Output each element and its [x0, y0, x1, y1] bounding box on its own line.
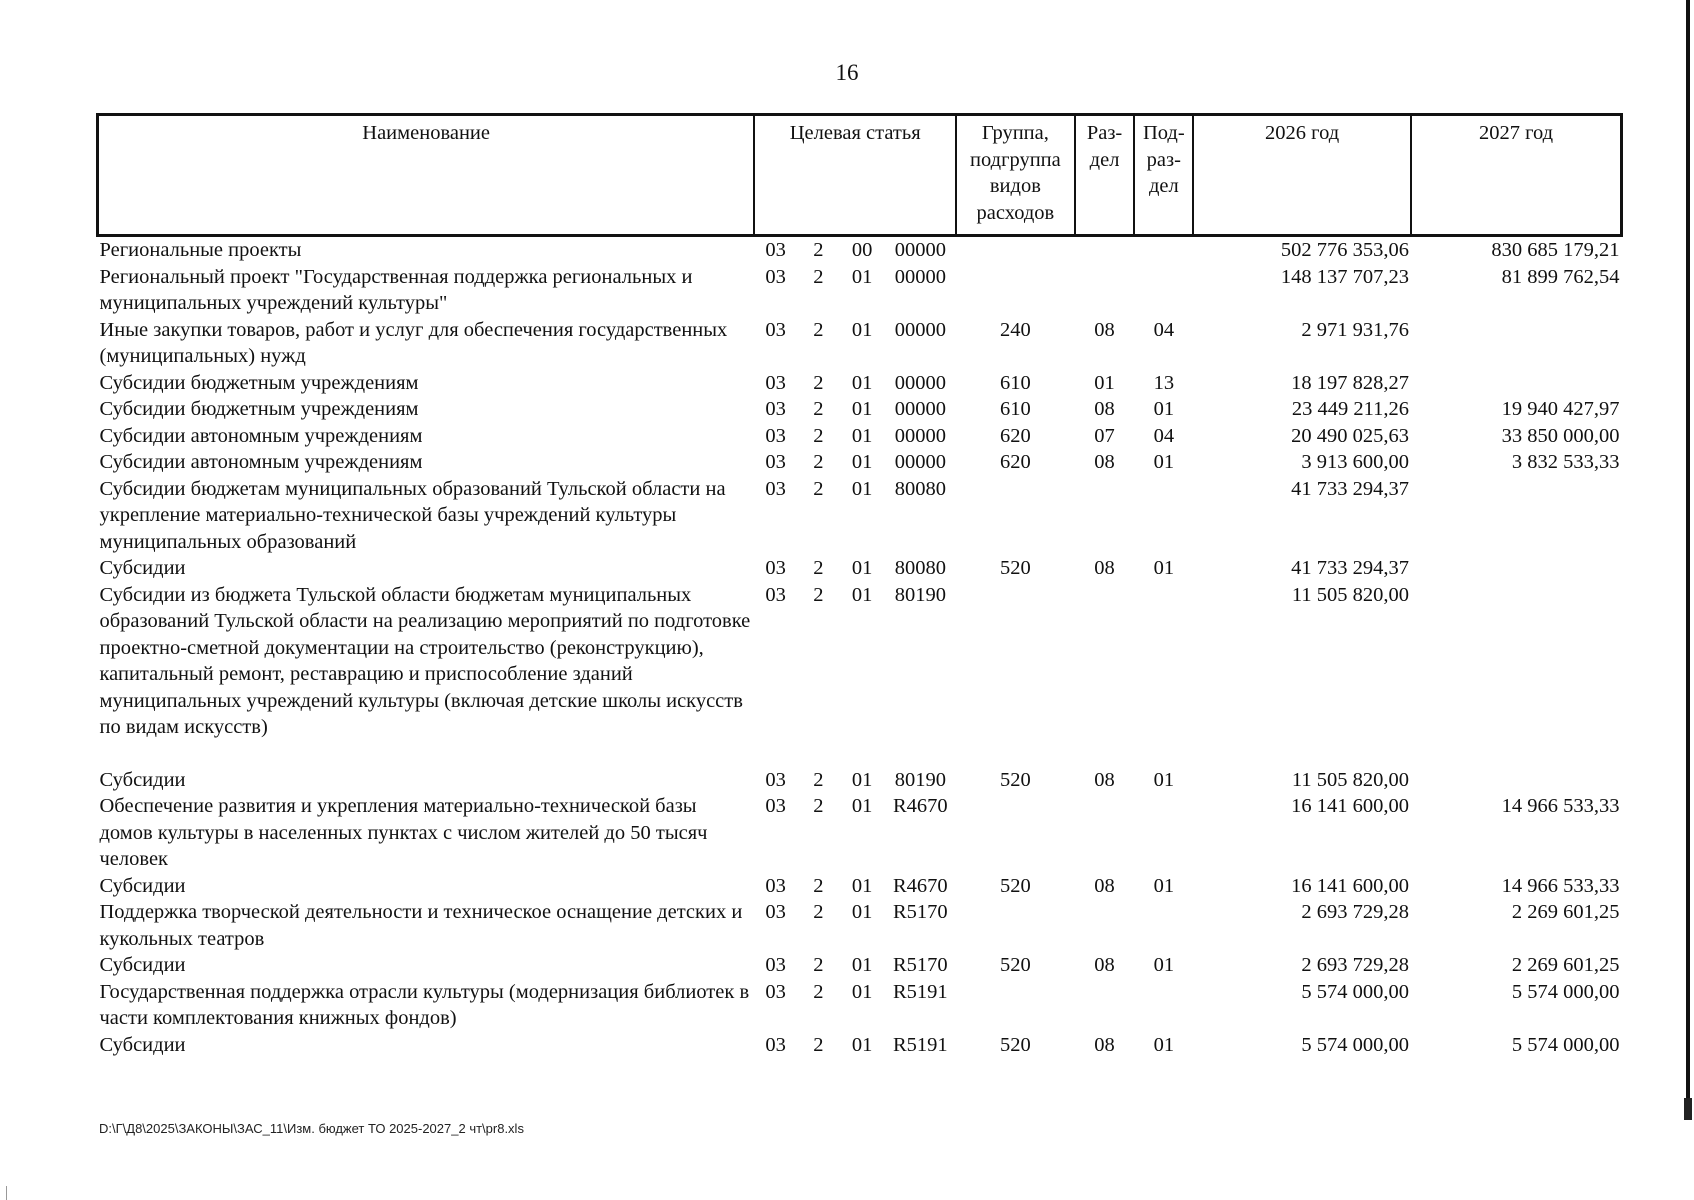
cell-target-code-1: 03 [765, 874, 786, 897]
cell-target-code-2: 2 [813, 265, 824, 288]
cell-amount-2026: 23 449 211,26 [1291, 398, 1410, 420]
table-row [98, 793, 1622, 873]
cell-name: Субсидии бюджетам муниципальных образований Тульской области на укрепление материально-технической базы учреждений культуры муниципальных образований [99, 477, 726, 553]
cell-amount-2027: 81 899 762,54 [1501, 265, 1620, 288]
table-row [98, 555, 1622, 582]
cell-razdel [1075, 264, 1135, 317]
cell-podrazdel: 01 [1153, 954, 1175, 976]
cell-expense-group [956, 793, 1075, 873]
cell-amount-2027: 2 269 601,25 [1511, 954, 1620, 976]
cell-name: Государственная поддержка отрасли культуры (модернизация библиотек в части комплектования книжных фондов) [99, 980, 750, 1029]
cell-expense-group: 240 [1000, 318, 1031, 341]
table-row [98, 264, 1622, 317]
cell-amount-2026: 18 197 828,27 [1291, 371, 1410, 394]
cell-podrazdel [1134, 264, 1193, 317]
cell-expense-group: 610 [1000, 398, 1031, 420]
cell-razdel: 07 [1094, 424, 1115, 447]
cell-amount-2027 [1411, 476, 1621, 556]
cell-name: Региональные проекты [99, 239, 302, 261]
cell-name: Субсидии [99, 1033, 186, 1056]
cell-target-code-4: R5170 [892, 954, 948, 976]
scan-edge-mark [1686, 0, 1690, 1098]
cell-razdel [1075, 582, 1135, 741]
cell-razdel: 08 [1094, 451, 1115, 473]
cell-target-code-4: 00000 [894, 451, 946, 473]
cell-podrazdel: 04 [1153, 424, 1175, 447]
header-naimenovanie: Наименование [98, 115, 755, 236]
cell-target-code-1: 03 [765, 557, 786, 579]
cell-expense-group: 610 [1000, 371, 1031, 394]
cell-target-code-4: 00000 [894, 265, 946, 288]
cell-target-code-2: 2 [813, 1033, 824, 1056]
cell-podrazdel: 13 [1153, 371, 1175, 394]
cell-razdel: 08 [1094, 318, 1115, 341]
cell-target-code-4: 80190 [894, 583, 946, 606]
cell-name: Субсидии [99, 768, 186, 791]
cell-expense-group [956, 236, 1075, 264]
cell-amount-2027: 5 574 000,00 [1511, 1033, 1620, 1056]
cell-target-code-2: 2 [813, 398, 824, 420]
cell-name: Региональный проект "Государственная поддержка региональных и муниципальных учреждений культуры" [99, 265, 693, 314]
cell-amount-2026: 5 574 000,00 [1301, 980, 1410, 1003]
header-podrazdel: Под-раз-дел [1134, 115, 1193, 236]
cell-target-code-4: 80080 [894, 557, 946, 579]
cell-podrazdel [1134, 899, 1193, 952]
cell-expense-group [956, 476, 1075, 556]
cell-name: Обеспечение развития и укрепления материально-технической базы домов культуры в населенных пунктах с числом жителей до 50 тысяч человек [99, 795, 708, 870]
cell-razdel [1075, 979, 1135, 1032]
cell-amount-2026: 41 733 294,37 [1291, 557, 1410, 579]
table-row [98, 317, 1622, 370]
cell-amount-2027: 3 832 533,33 [1511, 451, 1620, 473]
cell-target-code-1: 03 [765, 371, 786, 394]
cell-target-code-1: 03 [765, 980, 786, 1003]
cell-target-code-3: 01 [851, 557, 873, 579]
scan-edge-mark-bottom [1684, 1098, 1692, 1120]
cell-target-code-1: 03 [765, 768, 786, 791]
cell-razdel [1075, 899, 1135, 952]
cell-amount-2027: 14 966 533,33 [1501, 874, 1620, 897]
cell-expense-group: 520 [1000, 1033, 1031, 1056]
cell-name: Субсидии из бюджета Тульской области бюджетам муниципальных образований Тульской области на реализацию мероприятий по подготовке проектно-сметной документации на строительство (реконструкцию), капитальный ремонт, реставрацию и приспособление зданий муниципальных учреждений культуры (включая детские школы искусств по видам искусств) [99, 583, 751, 738]
cell-amount-2026: 2 693 729,28 [1301, 901, 1410, 923]
cell-amount-2026: 5 574 000,00 [1301, 1033, 1410, 1056]
cell-target-code-3: 01 [851, 583, 873, 606]
cell-target-code-3: 01 [851, 451, 873, 473]
header-razdel: Раз-дел [1075, 115, 1135, 236]
table-row [98, 582, 1622, 741]
cell-podrazdel: 01 [1153, 398, 1175, 420]
cell-name: Субсидии автономным учреждениям [99, 424, 423, 447]
cell-amount-2027: 5 574 000,00 [1511, 980, 1620, 1003]
cell-amount-2027: 33 850 000,00 [1501, 424, 1620, 447]
cell-expense-group: 520 [1000, 954, 1031, 976]
cell-name: Субсидии автономным учреждениям [99, 451, 423, 473]
cell-target-code-3: 01 [851, 265, 873, 288]
cell-expense-group: 520 [1000, 768, 1031, 791]
cell-target-code-2: 2 [813, 954, 824, 976]
budget-table [96, 113, 1623, 1058]
cell-podrazdel [1134, 793, 1193, 873]
table-row [98, 899, 1622, 952]
cell-target-code-2: 2 [813, 424, 824, 447]
cell-amount-2026: 11 505 820,00 [1291, 583, 1410, 606]
cell-amount-2026: 2 693 729,28 [1301, 954, 1410, 976]
cell-name: Поддержка творческой деятельности и техническое оснащение детских и кукольных театров [99, 901, 743, 950]
cell-target-code-1: 03 [765, 954, 786, 976]
cell-name: Субсидии бюджетным учреждениям [99, 398, 419, 420]
cell-target-code-4: R5170 [892, 901, 948, 923]
cell-razdel [1075, 236, 1135, 264]
cell-target-code-2: 2 [813, 239, 824, 261]
cell-razdel: 08 [1094, 557, 1115, 579]
cell-podrazdel: 01 [1153, 874, 1175, 897]
cell-target-code-3: 01 [851, 318, 873, 341]
cell-target-code-3: 01 [851, 901, 873, 923]
cell-target-code-4: R5191 [892, 1033, 948, 1056]
cell-amount-2027 [1411, 317, 1621, 370]
cell-amount-2026: 16 141 600,00 [1291, 874, 1410, 897]
cell-target-code-1: 03 [765, 424, 786, 447]
cell-razdel: 08 [1094, 768, 1115, 791]
cell-target-code-2: 2 [813, 477, 824, 500]
cell-target-code-2: 2 [813, 980, 824, 1003]
cell-amount-2026: 3 913 600,00 [1301, 451, 1410, 473]
cell-target-code-4: 80190 [894, 768, 946, 791]
cell-amount-2026: 502 776 353,06 [1280, 239, 1410, 261]
cell-target-code-1: 03 [765, 265, 786, 288]
cell-expense-group [956, 979, 1075, 1032]
cell-razdel [1075, 476, 1135, 556]
header-expense-group: Группа, подгруппа видов расходов [956, 115, 1075, 236]
cell-target-code-3: 01 [851, 768, 873, 791]
cell-target-code-4: 00000 [894, 371, 946, 394]
cell-target-code-4: 80080 [894, 477, 946, 500]
cell-target-code-3: 01 [851, 874, 873, 897]
cell-razdel: 08 [1094, 398, 1115, 420]
cell-target-code-2: 2 [813, 901, 824, 923]
cell-target-code-1: 03 [765, 583, 786, 606]
cell-expense-group [956, 582, 1075, 741]
cell-expense-group [956, 899, 1075, 952]
header-year-2027: 2027 год [1411, 115, 1621, 236]
cell-target-code-3: 01 [851, 371, 873, 394]
cell-target-code-4: 00000 [894, 318, 946, 341]
cell-amount-2027: 19 940 427,97 [1501, 398, 1620, 420]
table-row [98, 476, 1622, 556]
cell-expense-group: 520 [1000, 557, 1031, 579]
cell-podrazdel: 04 [1153, 318, 1175, 341]
cell-target-code-1: 03 [765, 239, 786, 261]
cell-razdel: 08 [1094, 874, 1115, 897]
cell-target-code-1: 03 [765, 1033, 786, 1056]
cell-target-code-4: R5191 [892, 980, 948, 1003]
spacer-cell [98, 741, 1622, 767]
cell-target-code-4: 00000 [894, 398, 946, 420]
table-body [98, 236, 1622, 1059]
cell-target-code-1: 03 [765, 901, 786, 923]
cell-amount-2026: 16 141 600,00 [1291, 795, 1410, 817]
cell-amount-2027 [1411, 370, 1621, 397]
cell-target-code-3: 01 [851, 954, 873, 976]
cell-target-code-2: 2 [813, 557, 824, 579]
table-row [98, 873, 1622, 900]
budget-sheet [96, 113, 1623, 1058]
cell-target-code-1: 03 [765, 795, 786, 817]
cell-target-code-3: 01 [851, 980, 873, 1003]
cell-name: Иные закупки товаров, работ и услуг для обеспечения государственных (муниципальных) нужд [99, 318, 728, 367]
cell-podrazdel [1134, 476, 1193, 556]
cell-name: Субсидии бюджетным учреждениям [99, 371, 419, 394]
cell-amount-2027: 830 685 179,21 [1491, 239, 1620, 261]
cell-amount-2027: 14 966 533,33 [1501, 795, 1620, 817]
cell-podrazdel [1134, 979, 1193, 1032]
cell-razdel: 08 [1094, 1033, 1115, 1056]
cell-target-code-3: 01 [851, 398, 873, 420]
cell-target-code-3: 00 [851, 239, 873, 261]
cell-amount-2026: 11 505 820,00 [1291, 768, 1410, 791]
cell-amount-2027 [1411, 767, 1621, 794]
cell-target-code-1: 03 [765, 451, 786, 473]
table-row [98, 979, 1622, 1032]
cell-name: Субсидии [99, 557, 186, 579]
cell-amount-2026: 20 490 025,63 [1291, 424, 1410, 447]
cell-target-code-1: 03 [765, 398, 786, 420]
page-number: 16 [835, 60, 859, 85]
cell-podrazdel: 01 [1153, 1033, 1175, 1056]
cell-expense-group [956, 264, 1075, 317]
cell-razdel: 01 [1094, 371, 1115, 394]
cell-target-code-1: 03 [765, 477, 786, 500]
table-row [98, 952, 1622, 979]
cell-razdel [1075, 793, 1135, 873]
cell-target-code-2: 2 [813, 318, 824, 341]
cell-name: Субсидии [99, 954, 186, 976]
cell-expense-group: 620 [1000, 424, 1031, 447]
table-row [98, 423, 1622, 450]
cell-target-code-1: 03 [765, 318, 786, 341]
header-year-2026: 2026 год [1193, 115, 1411, 236]
header-target-article: Целевая статья [754, 115, 956, 236]
cell-amount-2026: 148 137 707,23 [1280, 265, 1410, 288]
cell-target-code-3: 01 [851, 795, 873, 817]
cell-amount-2027: 2 269 601,25 [1511, 901, 1620, 923]
cell-podrazdel: 01 [1153, 768, 1175, 791]
cell-target-code-2: 2 [813, 874, 824, 897]
cell-target-code-4: 00000 [894, 239, 946, 261]
cell-expense-group: 620 [1000, 451, 1031, 473]
table-header [98, 115, 1622, 236]
cell-target-code-4: R4670 [892, 874, 948, 897]
cell-target-code-2: 2 [813, 371, 824, 394]
cell-target-code-3: 01 [851, 1033, 873, 1056]
cell-razdel: 08 [1094, 954, 1115, 976]
cell-target-code-2: 2 [813, 451, 824, 473]
cell-podrazdel: 01 [1153, 451, 1175, 473]
cell-target-code-2: 2 [813, 583, 824, 606]
cell-amount-2026: 2 971 931,76 [1301, 318, 1410, 341]
cell-target-code-3: 01 [851, 477, 873, 500]
file-path-footer: D:\Г\Д8\2025\ЗАКОНЫ\ЗАС_11\Изм. бюджет ТО 2025-2027_2 чт\pr8.xls [99, 1121, 524, 1136]
cell-amount-2027 [1411, 555, 1621, 582]
spacer-row [98, 741, 1622, 767]
cell-name: Субсидии [99, 874, 186, 897]
cell-target-code-4: R4670 [892, 795, 948, 817]
cell-amount-2027 [1411, 582, 1621, 741]
table-row [98, 767, 1622, 794]
cell-podrazdel: 01 [1153, 557, 1175, 579]
cell-target-code-4: 00000 [894, 424, 946, 447]
table-row [98, 449, 1622, 476]
table-row [98, 370, 1622, 397]
cell-target-code-2: 2 [813, 768, 824, 791]
cell-amount-2026: 41 733 294,37 [1291, 477, 1410, 500]
cell-podrazdel [1134, 236, 1193, 264]
cell-target-code-2: 2 [813, 795, 824, 817]
cell-podrazdel [1134, 582, 1193, 741]
table-row [98, 1032, 1622, 1059]
cell-target-code-3: 01 [851, 424, 873, 447]
table-row [98, 236, 1622, 264]
table-row [98, 396, 1622, 423]
scan-artifact [6, 1186, 7, 1200]
cell-expense-group: 520 [1000, 874, 1031, 897]
